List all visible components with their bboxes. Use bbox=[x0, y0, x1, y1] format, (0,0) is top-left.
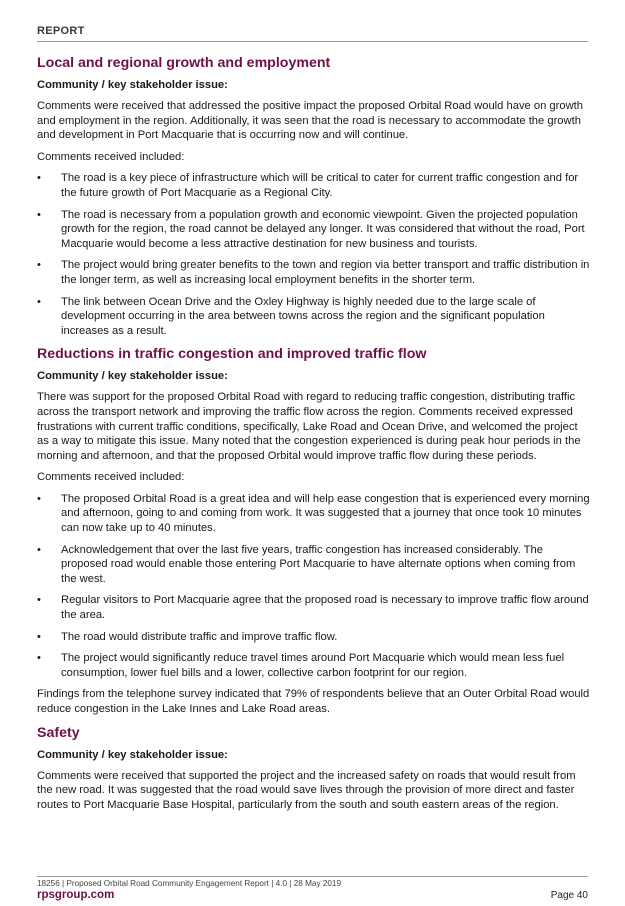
section-intro: Comments were received that supported the project and the increased safety on roads that would result from the new road. It was suggested that the road would save lives through the provision of more direct and faster routes to Port Macquarie Base Hospital, particularly from the south and south eastern areas of the region. bbox=[37, 769, 576, 811]
page-content bbox=[37, 52, 590, 819]
list-item-text: The road would distribute traffic and improve traffic flow. bbox=[61, 630, 338, 643]
comments-list bbox=[37, 492, 590, 681]
bullet-icon: • bbox=[37, 543, 41, 556]
bullet-icon: • bbox=[37, 630, 41, 643]
list-item-text: Regular visitors to Port Macquarie agree that the proposed road is necessary to improve traffic flow around the area. bbox=[61, 594, 589, 622]
bullet-icon: • bbox=[37, 594, 41, 607]
section-safety bbox=[37, 724, 590, 813]
list-item bbox=[37, 295, 590, 339]
list-item bbox=[37, 492, 590, 536]
list-item-text: The road is necessary from a population growth and economic viewpoint. Given the projected population growth for the region, the road cannot be delayed any longer. It was considered that without the road, Port Macquarie would become a less attractive destination for new business and tourists. bbox=[61, 208, 585, 250]
list-item bbox=[37, 208, 590, 252]
list-item bbox=[37, 171, 590, 200]
bullet-icon: • bbox=[37, 492, 41, 505]
section-heading: Local and regional growth and employment bbox=[37, 55, 331, 71]
bullet-icon: • bbox=[37, 172, 41, 185]
footer-document-info: 18256 | Proposed Orbital Road Community Engagement Report | 4.0 | 28 May 2019 bbox=[37, 879, 342, 888]
issue-subheading: Community / key stakeholder issue: bbox=[37, 370, 228, 383]
list-item bbox=[37, 543, 590, 587]
list-item bbox=[37, 651, 590, 680]
survey-finding: Findings from the telephone survey indicated that 79% of respondents believe that an Outer Orbital Road would reduce congestion in the Lake Innes and Lake Road areas. bbox=[37, 688, 590, 715]
list-item-text: The project would bring greater benefits to the town and region via better transport and traffic distribution in the longer term, as well as increasing local employment benefits in the shorter term. bbox=[61, 259, 590, 286]
list-item-text: Acknowledgement that over the last five years, traffic congestion has increased considerably. The proposed road would enable those entering Port Macquarie to have alternate options when coming from the west. bbox=[61, 543, 576, 585]
running-header: REPORT bbox=[37, 25, 85, 37]
section-intro: Comments were received that addressed the positive impact the proposed Orbital Road would have on growth and employment in the region. Additionally, it was seen that the road is necessary to accommodate the growth and development in Port Macquarie that is occurring now and will continue. bbox=[37, 100, 583, 142]
list-item bbox=[37, 258, 590, 287]
issue-subheading: Community / key stakeholder issue: bbox=[37, 79, 228, 91]
list-item-text: The link between Ocean Drive and the Oxley Highway is highly needed due to the large scale of development occurring in the area between towns across the region and the significant population increases as a result. bbox=[61, 295, 545, 337]
comments-list bbox=[37, 171, 590, 338]
bullet-icon: • bbox=[37, 295, 41, 308]
page-number: Page 40 bbox=[550, 890, 588, 901]
footer-brand-link[interactable]: rpsgroup.com bbox=[37, 889, 115, 901]
list-item-text: The road is a key piece of infrastructure which will be critical to cater for current traffic congestion and for the future growth of Port Macquarie as a Regional City. bbox=[61, 172, 579, 199]
section-heading: Safety bbox=[37, 724, 80, 741]
issue-subheading: Community / key stakeholder issue: bbox=[37, 748, 228, 761]
list-item bbox=[37, 593, 590, 622]
list-item bbox=[37, 630, 590, 645]
list-item-text: The project would significantly reduce travel times around Port Macquarie which would mean less fuel consumption, lower fuel bills and a lower, collective carbon footprint for our region. bbox=[61, 652, 565, 679]
footer-divider bbox=[37, 876, 588, 877]
bullet-icon: • bbox=[37, 208, 41, 221]
comments-label: Comments received included: bbox=[37, 150, 185, 163]
comments-label: Comments received included: bbox=[37, 471, 185, 484]
header-divider bbox=[37, 41, 588, 42]
section-intro: There was support for the proposed Orbital Road with regard to reducing traffic congestion, distributing traffic across the transport network and improving the traffic flow across the region. Comments received expressed frustrations with current traffic conditions, specifically, Lake Road and Ocean Drive, and welcomed the project as a way to mitigate this issue. Many noted that the congestion experienced is during peak hour periods in the morning and afternoon, and that the proposed Orbital would improve traffic flow during these periods. bbox=[37, 391, 581, 462]
bullet-icon: • bbox=[37, 259, 41, 272]
section-growth-employment bbox=[37, 54, 590, 338]
section-traffic-congestion bbox=[37, 345, 590, 716]
bullet-icon: • bbox=[37, 652, 41, 665]
list-item-text: The proposed Orbital Road is a great idea and will help ease congestion that is experienced every morning and afternoon, going to and coming from work. It was suggested that a journey that once took 10 minutes can now take up to 40 minutes. bbox=[61, 492, 590, 535]
section-heading: Reductions in traffic congestion and improved traffic flow bbox=[37, 346, 427, 363]
